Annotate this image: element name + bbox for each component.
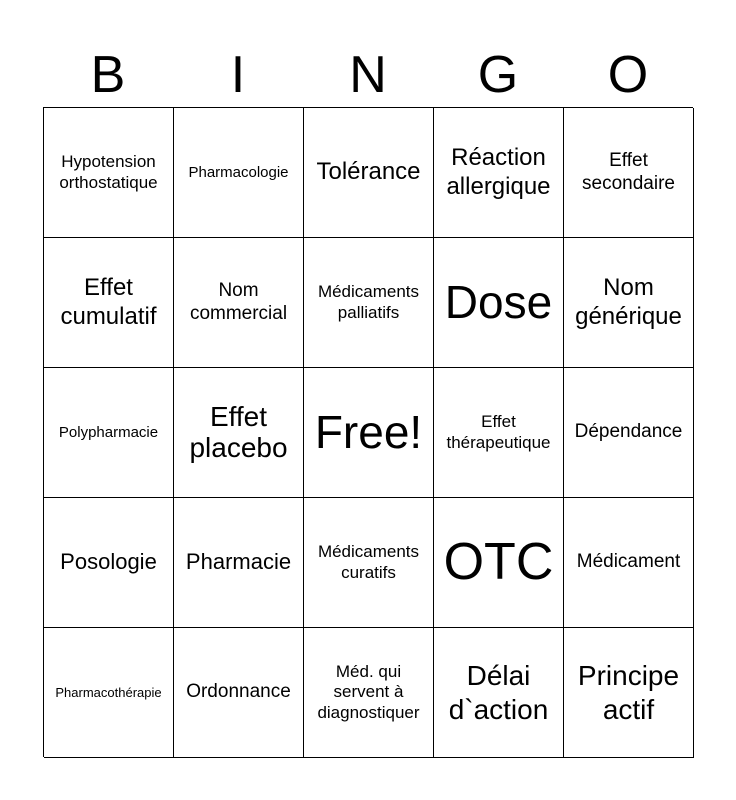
bingo-cell[interactable] <box>564 628 694 758</box>
bingo-cell[interactable] <box>434 628 564 758</box>
cell-label: Méd. qui servent à diagnostiquer <box>317 661 420 722</box>
bingo-cell[interactable] <box>44 368 174 498</box>
bingo-cell[interactable] <box>564 498 694 628</box>
cell-label: Médicaments palliatifs <box>317 282 420 322</box>
cell-label: Réaction allergique <box>446 143 551 200</box>
bingo-cell[interactable] <box>304 108 434 238</box>
cell-label: Effet secondaire <box>582 149 675 194</box>
bingo-cell[interactable] <box>564 238 694 368</box>
cell-label: Principe actif <box>577 659 680 725</box>
cell-label: Médicament <box>576 551 681 573</box>
cell-label: Dose <box>444 275 553 328</box>
cell-label: Délai d`action <box>448 659 549 725</box>
bingo-cell[interactable] <box>434 108 564 238</box>
cell-label: Pharmacologie <box>188 163 289 181</box>
bingo-cell[interactable] <box>304 238 434 368</box>
bingo-cell[interactable] <box>564 108 694 238</box>
cell-label: Polypharmacie <box>58 423 159 441</box>
cell-label: Hypotension orthostatique <box>59 152 158 192</box>
cell-label: Nom générique <box>575 273 682 330</box>
bingo-cell[interactable] <box>174 498 304 628</box>
header-letter-g: G <box>477 46 519 104</box>
bingo-cell[interactable] <box>44 628 174 758</box>
header-letter-i: I <box>230 46 246 104</box>
bingo-cell[interactable] <box>434 368 564 498</box>
bingo-header <box>43 44 693 106</box>
cell-label: Tolérance <box>316 158 421 186</box>
cell-label: Effet thérapeutique <box>446 412 551 452</box>
bingo-board <box>43 107 693 757</box>
bingo-cell[interactable] <box>304 498 434 628</box>
bingo-cell[interactable] <box>44 238 174 368</box>
header-letter-n: N <box>349 46 387 104</box>
cell-label: Effet cumulatif <box>60 273 157 330</box>
header-letter-b: B <box>90 46 126 104</box>
header-letter-o: O <box>607 46 649 104</box>
cell-label: Effet placebo <box>189 400 288 463</box>
free-cell[interactable] <box>304 368 434 498</box>
bingo-cell[interactable] <box>174 368 304 498</box>
bingo-cell[interactable] <box>174 238 304 368</box>
cell-label: Médicaments curatifs <box>317 542 420 582</box>
bingo-cell[interactable] <box>304 628 434 758</box>
bingo-cell[interactable] <box>434 238 564 368</box>
cell-label: Posologie <box>60 549 157 575</box>
bingo-cell[interactable] <box>434 498 564 628</box>
cell-label: OTC <box>443 533 554 592</box>
cell-label: Nom commercial <box>189 279 288 324</box>
free-label: Free! <box>314 405 423 458</box>
bingo-cell[interactable] <box>174 628 304 758</box>
bingo-cell[interactable] <box>44 498 174 628</box>
cell-label: Ordonnance <box>186 681 291 703</box>
bingo-cell[interactable] <box>564 368 694 498</box>
bingo-cell[interactable] <box>174 108 304 238</box>
cell-label: Pharmacie <box>185 549 292 575</box>
bingo-cell[interactable] <box>44 108 174 238</box>
cell-label: Dépendance <box>574 421 683 443</box>
cell-label: Pharmacothérapie <box>55 684 162 700</box>
